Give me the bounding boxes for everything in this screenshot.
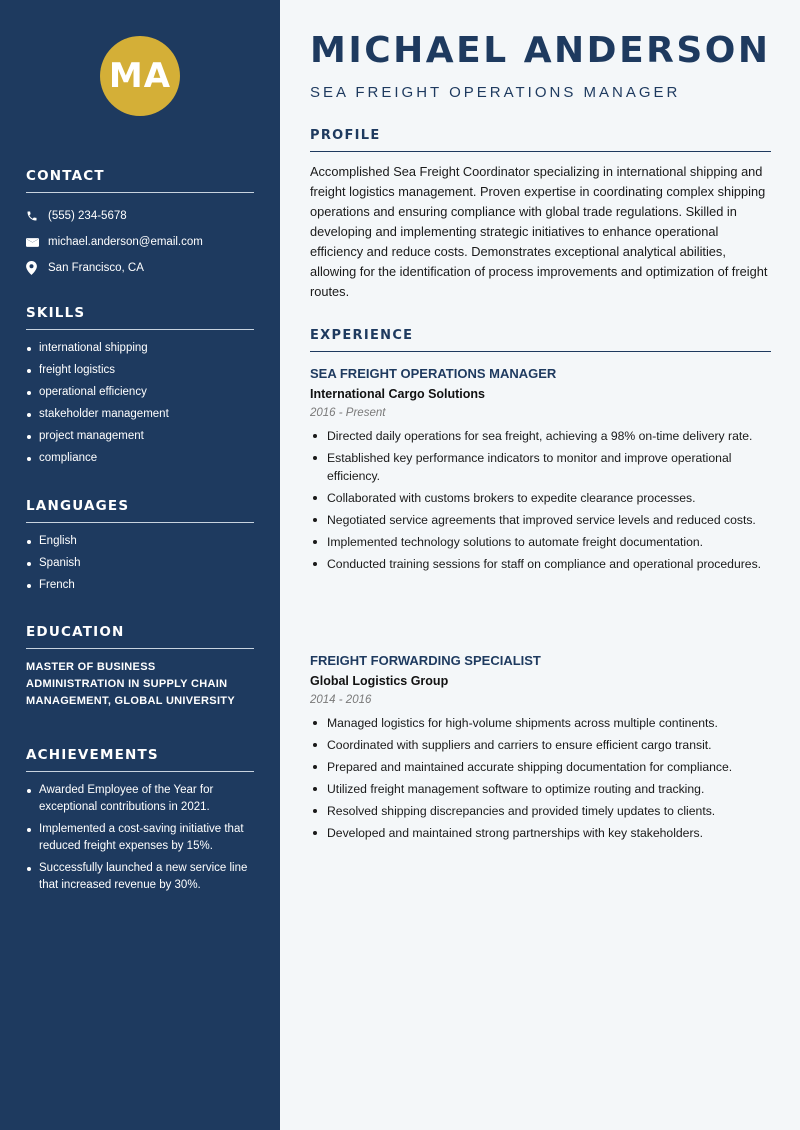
location-text: San Francisco, CA bbox=[48, 262, 144, 274]
job-bullet: Negotiated service agreements that improved service levels and reduced costs. bbox=[310, 511, 771, 529]
job-dates: 2016 - Present bbox=[310, 407, 386, 419]
education-section bbox=[26, 624, 254, 710]
contact-location bbox=[26, 255, 254, 281]
phone-icon bbox=[26, 210, 48, 222]
job-entry bbox=[310, 366, 771, 577]
skill-item: freight logistics bbox=[26, 362, 254, 379]
languages-section bbox=[26, 498, 254, 599]
job-entry bbox=[310, 653, 771, 846]
languages-heading: LANGUAGES bbox=[26, 498, 254, 523]
job-title: FREIGHT FORWARDING SPECIALIST bbox=[310, 653, 541, 668]
job-bullet: Prepared and maintained accurate shipping documentation for compliance. bbox=[310, 758, 771, 776]
language-item: Spanish bbox=[26, 555, 254, 572]
location-pin-icon bbox=[26, 261, 48, 275]
candidate-title: SEA FREIGHT OPERATIONS MANAGER bbox=[310, 84, 681, 101]
achievement-item: Implemented a cost-saving initiative that reduced freight expenses by 15%. bbox=[26, 821, 254, 855]
contact-phone bbox=[26, 203, 254, 229]
profile-heading: PROFILE bbox=[310, 128, 771, 152]
contact-heading: CONTACT bbox=[26, 168, 254, 193]
job-bullet: Implemented technology solutions to automate freight documentation. bbox=[310, 533, 771, 551]
job-bullet: Resolved shipping discrepancies and provided timely updates to clients. bbox=[310, 802, 771, 820]
candidate-name: MICHAEL ANDERSON bbox=[310, 30, 771, 71]
job-bullet: Conducted training sessions for staff on compliance and operational procedures. bbox=[310, 555, 771, 573]
email-text: michael.anderson@email.com bbox=[48, 236, 203, 248]
skills-section bbox=[26, 305, 254, 472]
education-heading: EDUCATION bbox=[26, 624, 254, 649]
contact-section bbox=[26, 168, 254, 281]
job-bullet: Utilized freight management software to optimize routing and tracking. bbox=[310, 780, 771, 798]
sidebar bbox=[0, 0, 280, 1130]
job-title: SEA FREIGHT OPERATIONS MANAGER bbox=[310, 366, 557, 381]
skill-item: stakeholder management bbox=[26, 406, 254, 423]
job-bullet: Coordinated with suppliers and carriers to ensure efficient cargo transit. bbox=[310, 736, 771, 754]
job-bullet: Directed daily operations for sea freight, achieving a 98% on-time delivery rate. bbox=[310, 427, 771, 445]
profile-section bbox=[310, 128, 771, 302]
job-company: International Cargo Solutions bbox=[310, 387, 486, 401]
job-dates: 2014 - 2016 bbox=[310, 694, 372, 706]
skill-item: operational efficiency bbox=[26, 384, 254, 401]
phone-text: (555) 234-5678 bbox=[48, 210, 127, 222]
job-bullets bbox=[310, 427, 771, 573]
language-item: French bbox=[26, 577, 254, 594]
avatar: MA bbox=[100, 36, 180, 116]
languages-list bbox=[26, 533, 254, 594]
achievements-list bbox=[26, 782, 254, 894]
job-bullet: Managed logistics for high-volume shipments across multiple continents. bbox=[310, 714, 771, 732]
job-bullet: Collaborated with customs brokers to expedite clearance processes. bbox=[310, 489, 771, 507]
job-company: Global Logistics Group bbox=[310, 674, 449, 688]
skill-item: project management bbox=[26, 428, 254, 445]
experience-heading: EXPERIENCE bbox=[310, 328, 771, 352]
job-bullet: Established key performance indicators to monitor and improve operational efficiency. bbox=[310, 449, 771, 485]
contact-list bbox=[26, 203, 254, 281]
experience-section bbox=[310, 328, 771, 352]
education-entry: MASTER OF BUSINESS ADMINISTRATION IN SUPPLY CHAIN MANAGEMENT, GLOBAL UNIVERSITY bbox=[26, 661, 235, 707]
contact-email bbox=[26, 229, 254, 255]
achievement-item: Successfully launched a new service line that increased revenue by 30%. bbox=[26, 860, 254, 894]
language-item: English bbox=[26, 533, 254, 550]
job-bullets bbox=[310, 714, 771, 842]
skills-list bbox=[26, 340, 254, 467]
email-icon bbox=[26, 237, 48, 248]
achievements-section bbox=[26, 747, 254, 899]
skill-item: compliance bbox=[26, 450, 254, 467]
main-content bbox=[280, 0, 800, 1130]
achievement-item: Awarded Employee of the Year for exceptional contributions in 2021. bbox=[26, 782, 254, 816]
skill-item: international shipping bbox=[26, 340, 254, 357]
achievements-heading: ACHIEVEMENTS bbox=[26, 747, 254, 772]
profile-text: Accomplished Sea Freight Coordinator specializing in international shipping and freight logistics management. Proven expertise in coordinating complex shipping operations and ensuring compliance with global trade regulations. Skilled in developing and implementing strategic initiatives to enhance operational efficiency and reduce costs. Demonstrates exceptional analytical abilities, allowing for the identification of process improvements and optimization of freight routes. bbox=[310, 164, 768, 299]
skills-heading: SKILLS bbox=[26, 305, 254, 330]
job-bullet: Developed and maintained strong partnerships with key stakeholders. bbox=[310, 824, 771, 842]
